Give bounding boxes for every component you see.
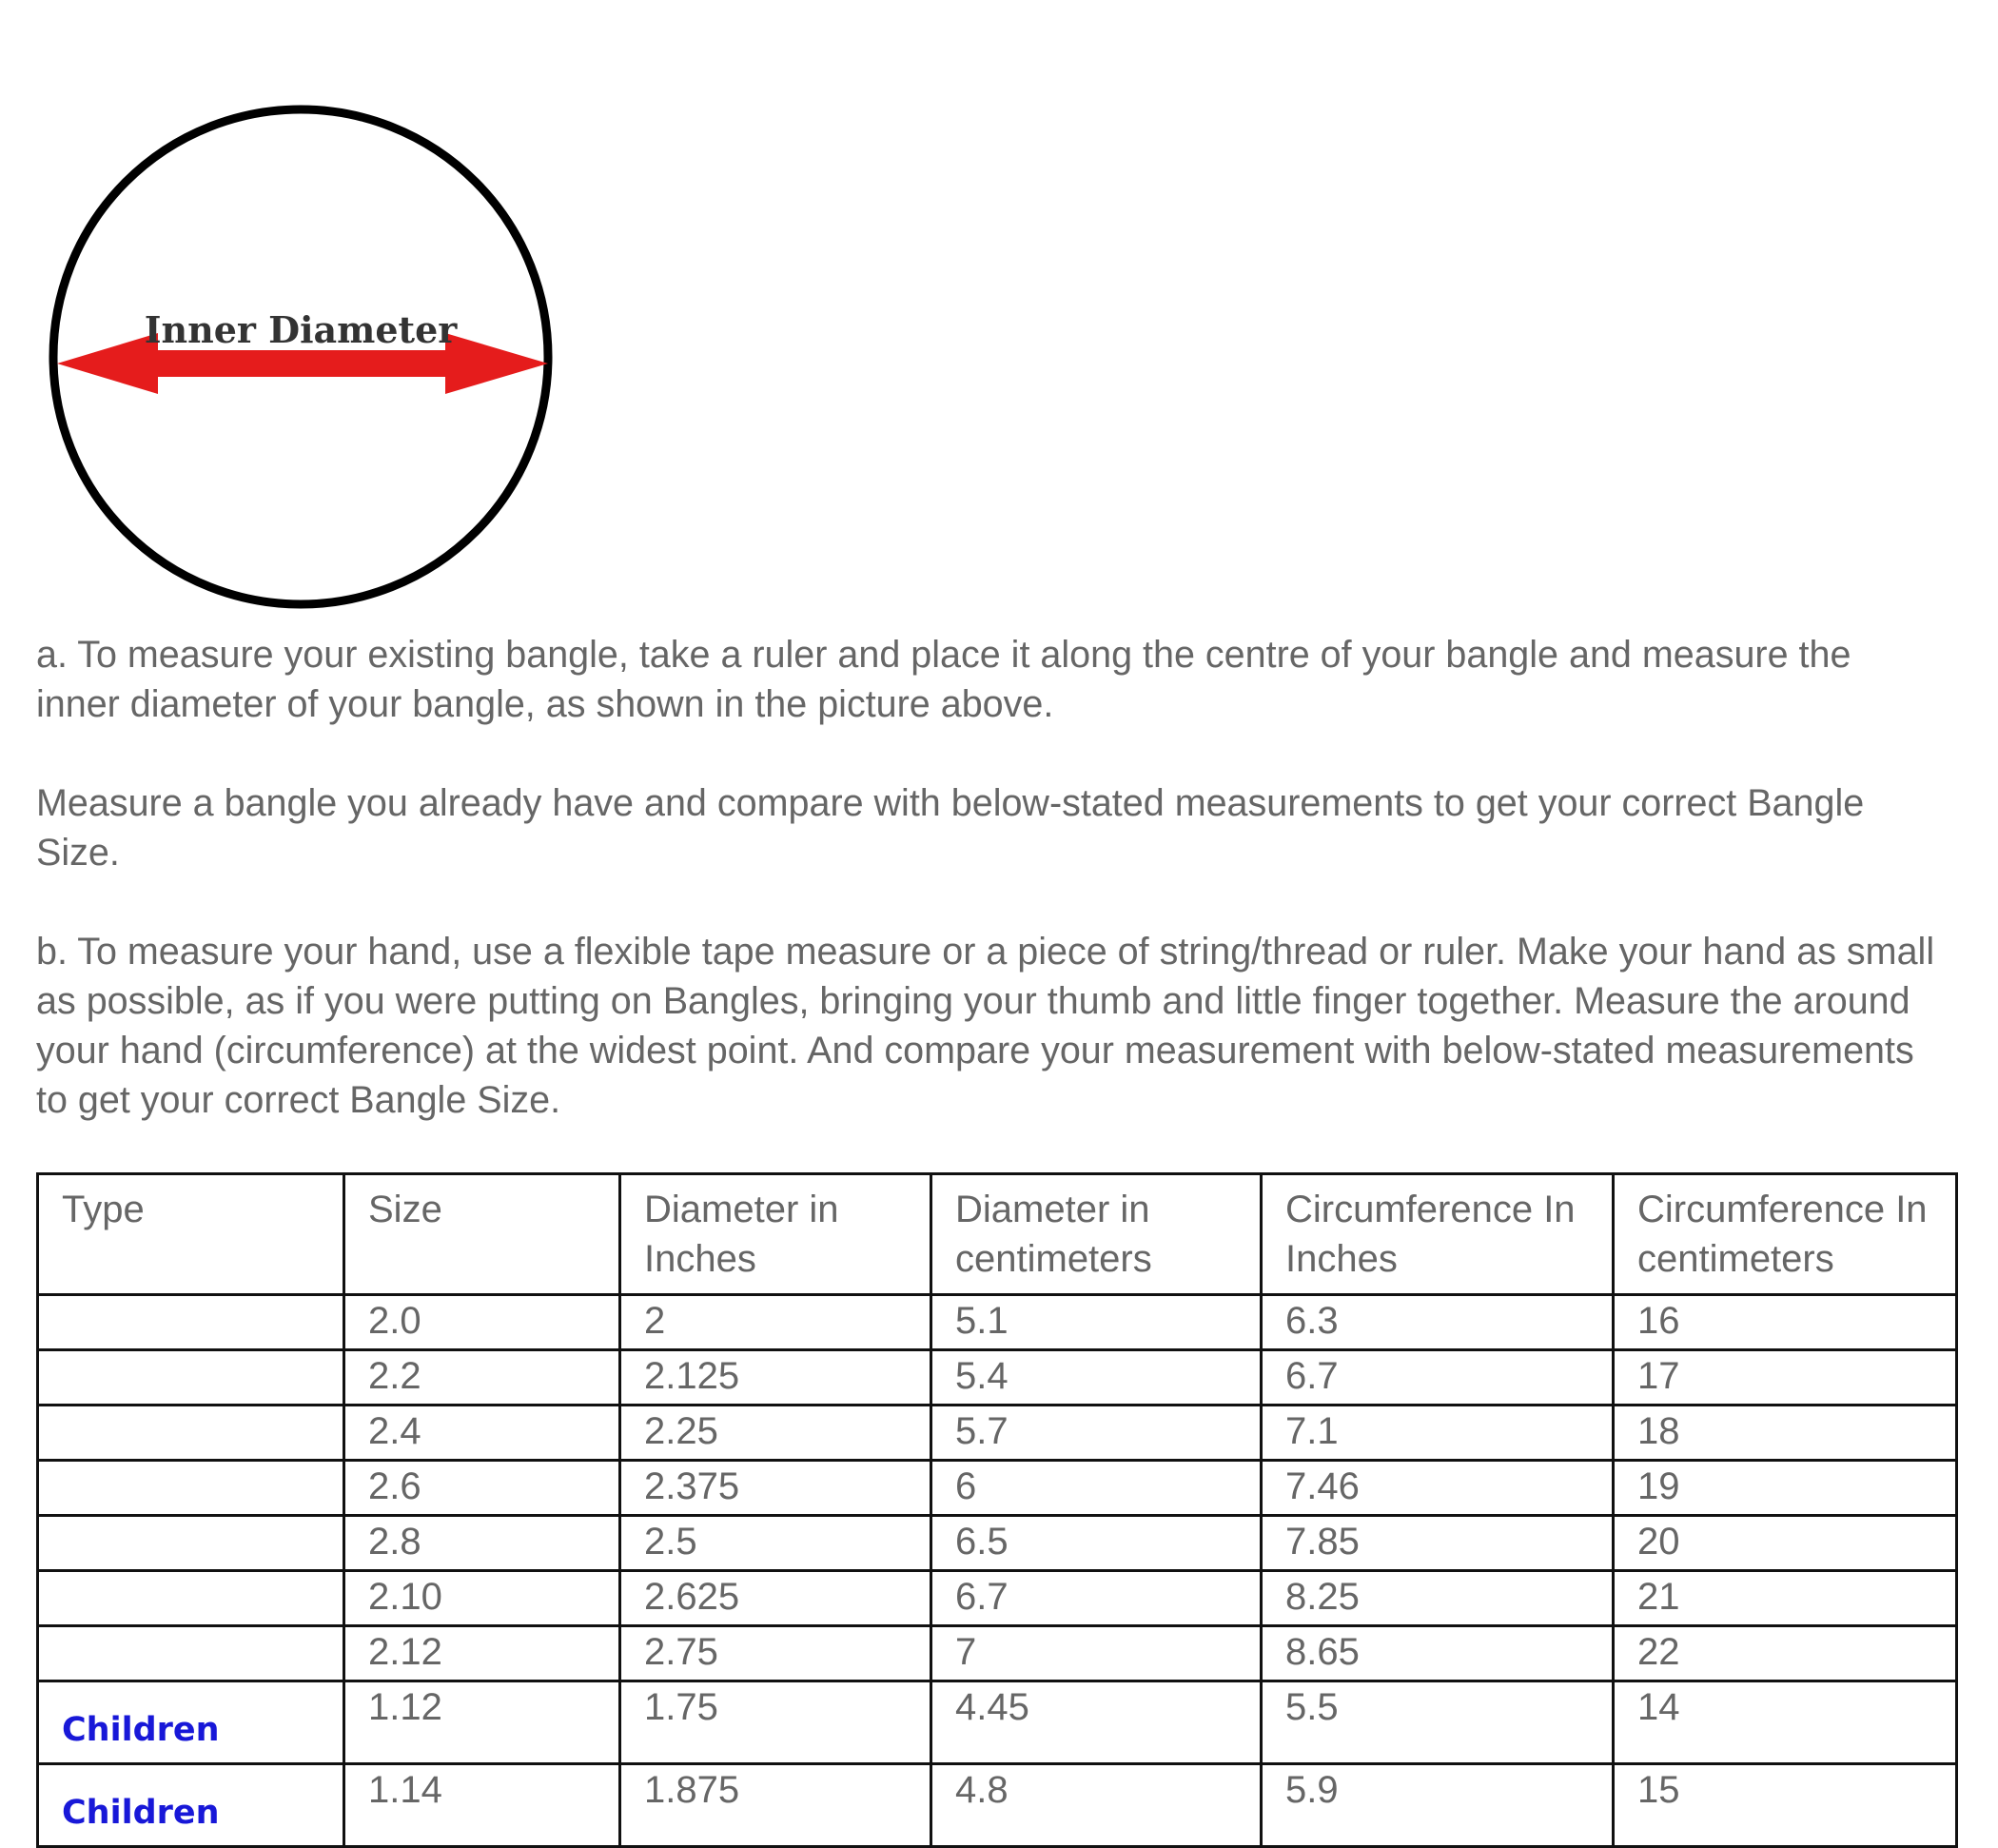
- cell-circumference-inches: 7.85: [1262, 1516, 1614, 1571]
- cell-diameter-inches: 2.625: [620, 1571, 931, 1626]
- cell-diameter-inches: 2: [620, 1295, 931, 1350]
- children-type-label: Children: [62, 1794, 220, 1832]
- bangle-size-table: [36, 1172, 1958, 1848]
- cell-type: [38, 1350, 344, 1406]
- cell-diameter-inches: 2.5: [620, 1516, 931, 1571]
- cell-circumference-centimeters: 21: [1614, 1571, 1957, 1626]
- header-type: Type: [38, 1174, 344, 1295]
- cell-size: 2.8: [344, 1516, 620, 1571]
- table-row: [38, 1764, 1957, 1847]
- cell-circumference-inches: 8.65: [1262, 1626, 1614, 1681]
- cell-circumference-inches: 7.1: [1262, 1406, 1614, 1461]
- table-row: [38, 1516, 1957, 1571]
- cell-type: [38, 1571, 344, 1626]
- cell-circumference-inches: 8.25: [1262, 1571, 1614, 1626]
- table-row: [38, 1461, 1957, 1516]
- cell-circumference-centimeters: 19: [1614, 1461, 1957, 1516]
- cell-circumference-centimeters: 17: [1614, 1350, 1957, 1406]
- cell-type: [38, 1626, 344, 1681]
- cell-type: [38, 1406, 344, 1461]
- cell-type: [38, 1681, 344, 1764]
- cell-diameter-inches: 2.375: [620, 1461, 931, 1516]
- table-row: [38, 1295, 1957, 1350]
- cell-size: 2.4: [344, 1406, 620, 1461]
- cell-size: 1.12: [344, 1681, 620, 1764]
- cell-diameter-centimeters: 7: [931, 1626, 1262, 1681]
- children-type-label: Children: [62, 1711, 220, 1749]
- cell-circumference-centimeters: 20: [1614, 1516, 1957, 1571]
- cell-diameter-centimeters: 6.7: [931, 1571, 1262, 1626]
- instruction-paragraph-measure: Measure a bangle you already have and compare with below-stated measurements to get your correct Bangle Size.: [36, 782, 1865, 874]
- cell-diameter-inches: 2.125: [620, 1350, 931, 1406]
- cell-type: [38, 1764, 344, 1847]
- header-diameter-inches: Diameter in Inches: [620, 1174, 931, 1295]
- cell-diameter-centimeters: 4.8: [931, 1764, 1262, 1847]
- cell-size: 2.2: [344, 1350, 620, 1406]
- cell-diameter-inches: 1.75: [620, 1681, 931, 1764]
- cell-circumference-inches: 6.7: [1262, 1350, 1614, 1406]
- cell-diameter-inches: 2.25: [620, 1406, 931, 1461]
- cell-diameter-inches: 1.875: [620, 1764, 931, 1847]
- cell-size: 2.10: [344, 1571, 620, 1626]
- header-diameter-centimeters: Diameter in centimeters: [931, 1174, 1262, 1295]
- bangle-diagram: [46, 105, 559, 609]
- table-row: [38, 1681, 1957, 1764]
- diameter-label: Inner Diameter: [144, 308, 458, 351]
- cell-diameter-centimeters: 6: [931, 1461, 1262, 1516]
- header-size: Size: [344, 1174, 620, 1295]
- cell-diameter-centimeters: 5.4: [931, 1350, 1262, 1406]
- cell-circumference-centimeters: 15: [1614, 1764, 1957, 1847]
- table-row: [38, 1571, 1957, 1626]
- table-row: [38, 1350, 1957, 1406]
- header-circumference-inches: Circumference In Inches: [1262, 1174, 1614, 1295]
- cell-circumference-inches: 5.9: [1262, 1764, 1614, 1847]
- cell-size: 1.14: [344, 1764, 620, 1847]
- cell-size: 2.0: [344, 1295, 620, 1350]
- table-row: [38, 1626, 1957, 1681]
- cell-circumference-inches: 5.5: [1262, 1681, 1614, 1764]
- cell-type: [38, 1295, 344, 1350]
- cell-diameter-inches: 2.75: [620, 1626, 931, 1681]
- cell-diameter-centimeters: 6.5: [931, 1516, 1262, 1571]
- cell-diameter-centimeters: 4.45: [931, 1681, 1262, 1764]
- cell-circumference-centimeters: 16: [1614, 1295, 1957, 1350]
- cell-circumference-inches: 7.46: [1262, 1461, 1614, 1516]
- cell-circumference-centimeters: 22: [1614, 1626, 1957, 1681]
- cell-circumference-inches: 6.3: [1262, 1295, 1614, 1350]
- cell-circumference-centimeters: 14: [1614, 1681, 1957, 1764]
- cell-diameter-centimeters: 5.1: [931, 1295, 1262, 1350]
- table-header-row: [38, 1174, 1957, 1295]
- header-circumference-centimeters: Circumference In centimeters: [1614, 1174, 1957, 1295]
- cell-size: 2.6: [344, 1461, 620, 1516]
- cell-type: [38, 1461, 344, 1516]
- instruction-paragraph-b: b. To measure your hand, use a flexible tape measure or a piece of string/thread or ruler. Make your hand as small as possible, as if you were putting on Bangles, bringing your thumb and little finger together. Measure the around your hand (circumference) at the widest point. And compare your measurement with below-stated measurements to get your correct Bangle Size.: [36, 931, 1935, 1121]
- instruction-paragraph-a: a. To measure your existing bangle, take a ruler and place it along the centre of your bangle and measure the inner diameter of your bangle, as shown in the picture above.: [36, 634, 1851, 725]
- cell-type: [38, 1516, 344, 1571]
- cell-diameter-centimeters: 5.7: [931, 1406, 1262, 1461]
- table-row: [38, 1406, 1957, 1461]
- cell-size: 2.12: [344, 1626, 620, 1681]
- cell-circumference-centimeters: 18: [1614, 1406, 1957, 1461]
